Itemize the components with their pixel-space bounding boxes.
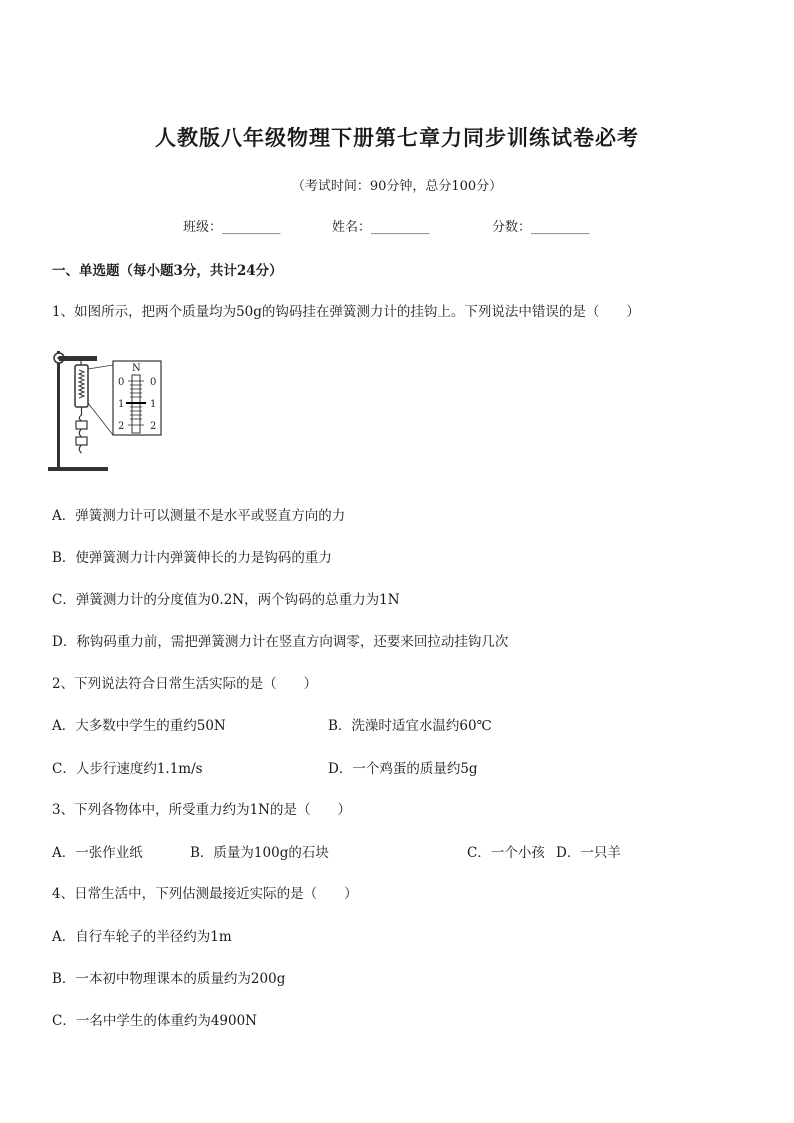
weight-2 [76, 437, 87, 445]
question-4-option-b: B．一本初中物理课本的质量约为200g [52, 971, 286, 987]
spring-scale-figure [46, 343, 164, 475]
question-2-option-d: D．一个鸡蛋的质量约5g [328, 761, 478, 777]
question-1-option-d: D．称钩码重力前，需把弹簧测力计在竖直方向调零，还要来回拉动挂钩几次 [52, 634, 509, 650]
stand-pole [57, 351, 60, 468]
question-4-option-c: C．一名中学生的体重约为4900N [52, 1013, 257, 1029]
unit-label: N [132, 363, 141, 374]
question-2-option-b: B．洗澡时适宜水温约60℃ [328, 718, 492, 734]
weight-1 [76, 421, 87, 429]
question-2-stem: 2、下列说法符合日常生活实际的是（ ） [52, 676, 318, 692]
question-3-option-b: B．质量为100g的石块 [190, 845, 329, 861]
exam-info: （考试时间：90分钟，总分100分） [291, 179, 503, 194]
right-tick-2: 2 [150, 421, 157, 432]
question-1-option-b: B．使弹簧测力计内弹簧伸长的力是钩码的重力 [52, 550, 332, 566]
bottom-hook [79, 415, 81, 421]
question-1-stem: 1、如图所示，把两个质量均为50g的钩码挂在弹簧测力计的挂钩上。下列说法中错误的是（ ） [52, 304, 640, 320]
weight-hook-2 [79, 445, 81, 453]
page-title: 人教版八年级物理下册第七章力同步训练试卷必考 [155, 125, 639, 150]
question-4-stem: 4、日常生活中，下列估测最接近实际的是（ ） [52, 886, 358, 902]
right-tick-1: 1 [150, 399, 157, 410]
stand-arm [59, 356, 97, 361]
left-tick-0: 0 [118, 377, 125, 388]
question-3-stem: 3、下列各物体中，所受重力约为1N的是（ ） [52, 802, 351, 818]
question-3-option-c: C．一个小孩 [467, 845, 545, 861]
left-tick-2: 2 [118, 421, 125, 432]
spring-scale-diagram [46, 343, 164, 475]
question-4-option-a: A．自行车轮子的半径约为1m [52, 929, 232, 945]
zoom-line-top [88, 365, 113, 369]
section-heading: 一、单选题（每小题3分，共计24分） [52, 263, 283, 279]
class-field: 班级：_________ [183, 220, 281, 235]
weight-hook-1 [79, 429, 81, 437]
question-3-option-a: A．一张作业纸 [52, 845, 143, 861]
left-tick-1: 1 [118, 399, 125, 410]
question-3-option-d: D．一只羊 [556, 845, 621, 861]
question-2-option-a: A．大多数中学生的重约50N [52, 718, 226, 734]
score-field: 分数：_________ [492, 220, 590, 235]
name-field: 姓名：_________ [332, 220, 430, 235]
question-1-option-a: A．弹簧测力计可以测量不是水平或竖直方向的力 [52, 508, 346, 524]
zoom-line-bottom [88, 403, 113, 435]
question-1-option-c: C．弹簧测力计的分度值为0.2N，两个钩码的总重力为1N [52, 592, 400, 608]
question-2-option-c: C．人步行速度约1.1m/s [52, 761, 203, 777]
right-tick-0: 0 [150, 377, 157, 388]
